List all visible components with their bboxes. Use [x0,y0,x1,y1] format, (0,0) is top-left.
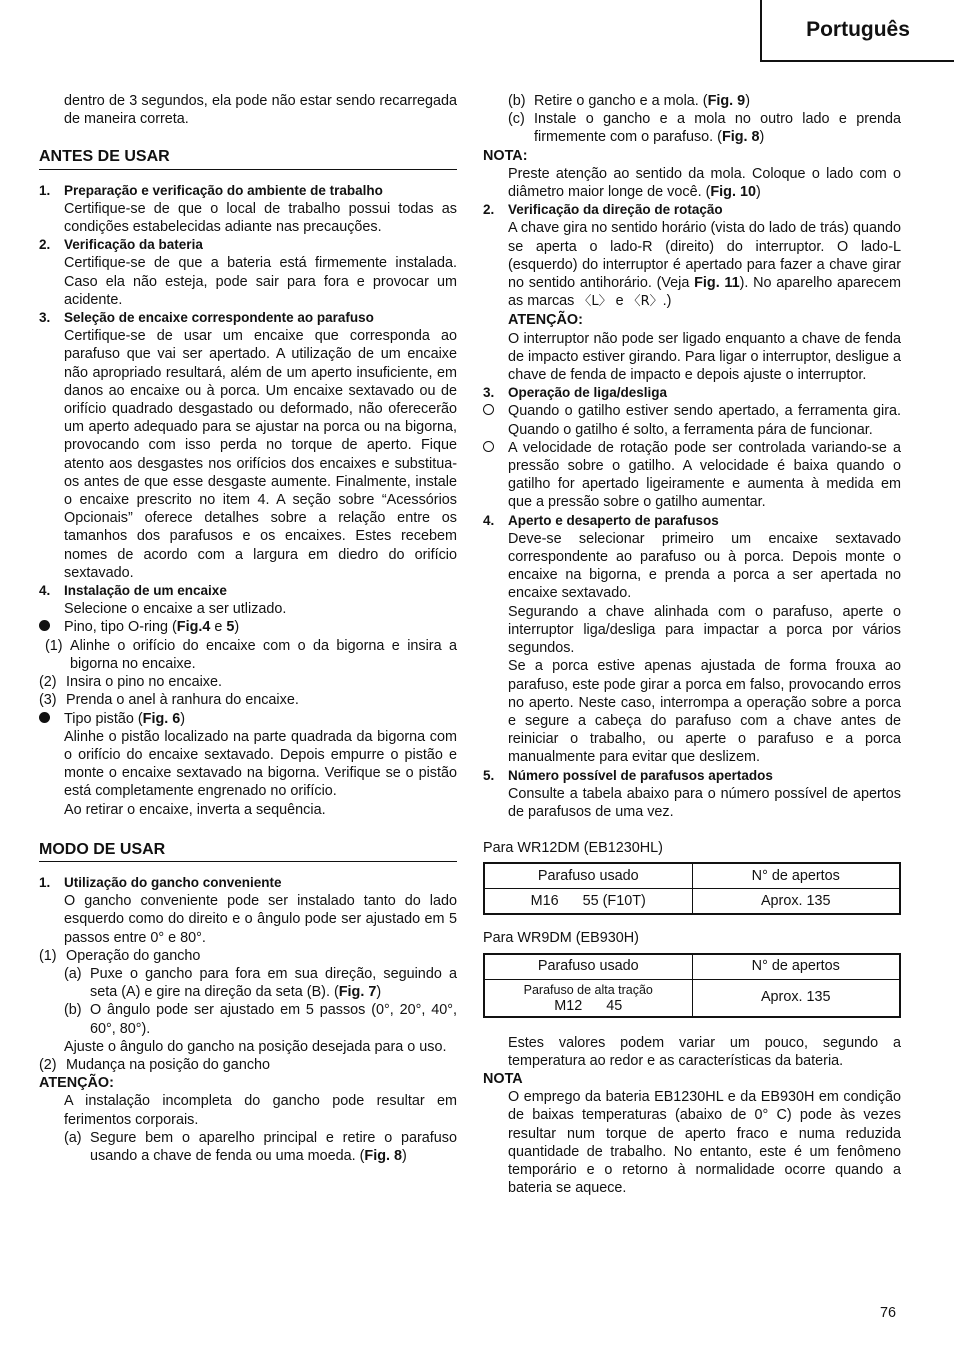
antes-item-4 [39,582,457,600]
cell-line: M12 45 [554,997,623,1014]
table-1-caption: Para WR12DM (EB1230HL) [483,840,663,857]
aperto-p3: Se a porca estive apenas ajustada de forma frouxa ao parafuso, este pode girar a porca em falso, provocando erros no aperto. Neste caso, interrompa a operação sobre a porca e segure a cabeça do parafuso com a chave antes de reiniciar o trabalho, ou aperte o parafuso e a porca manualmente para evitar que deslizem. [508,658,901,766]
step-a [39,965,457,1001]
bullet-dot-icon [39,620,50,631]
rotation-body: A chave gira no sentido horário (vista do lado de trás) quando se aperta o lado-R (direito) do interruptor. O lado-L (esquerdo) do interruptor é apertado para fazer a chave girar no sentido antihorário. (Veja [508,220,901,292]
step-text: Segure bem o aparelho principal e retire o parafuso usando a chave de fenda ou uma moeda. ( [90,1129,457,1164]
item-number: 1. [39,182,51,198]
right-item-2 [483,201,901,219]
step-mark: (2) [39,674,57,691]
item-title: Verificação da direção de rotação [508,202,723,218]
table-header-cell: N° de apertos [692,863,900,889]
rotation-text [483,219,901,311]
mark-r-icon: 〈R〉 [627,294,663,310]
mudanca-gancho [39,1056,457,1074]
step-2 [39,673,457,691]
bullet-text: ) [234,619,240,636]
step-mark: (b) [508,93,526,109]
step-mark: (1) [39,947,57,964]
fig-ref: Fig. 7 [338,984,377,1001]
antes-item-3 [39,309,457,327]
table-wr9dm [483,953,901,1018]
item-number: 1. [39,874,51,890]
atencao-text-2: O interruptor não pode ser ligado enquanto a chave de fenda de impacto estiver girando. Para ligar o interruptor, desligue a chave de fenda de impacto e depois ajuste o interruptor. [508,330,901,384]
step-mark: (a) [64,1129,82,1146]
item-number: 5. [483,767,495,783]
nota-body: ) [755,184,761,201]
step-text: Instale o gancho e a mola no outro lado e prenda firmemente com o parafuso. ( [534,111,901,146]
item-number: 2. [483,202,495,218]
trigger-bullet-2 [483,439,901,512]
antes-item-3-text: Certifique-se de usar um encaixe que corresponda ao parafuso que vai ser apertado. A utilização de um encaixe não apropriado resultará, além de um aperto insuficiente, em danos ao encaixe ou à porca. Um encaixe sextavado ou de orifício quadrado desgastado ou deformado, não oferecerão um aperto adequado para se ajustar na porca ou na bigorna, provocando com isso perda no torque de aperto. Fique atento aos desgastes nos orifícios dos encaixes e substitua-os antes de que esse desgaste aumente. Finalmente, instale o encaixe prescrito no item 4. A seção sobre “Acessórios Opcionais” oferece detalhes sobre a relação entre os tamanhos dos parafusos e os encaixes. Estes recebem nomes de acordo com a largura em diedro do orifício sextavado. [64,328,457,581]
step-text: ) [759,129,765,146]
item-number: 4. [483,512,495,528]
item-number: 4. [39,583,51,599]
modo-item-1 [39,874,457,892]
fig-ref: Fig. 6 [142,710,181,727]
item-title: Número possível de parafusos apertados [508,767,773,783]
step-text: Mudança na posição do gancho [66,1056,271,1073]
numero-text: Consulte a tabela abaixo para o número possível de apertos de parafusos de uma vez. [508,785,901,820]
antes-item-4-text: Selecione o encaixe a ser utlizado. [64,601,287,618]
nota-label: NOTA: [483,147,528,164]
item-number: 3. [39,310,51,326]
table-cell [484,979,692,1017]
step-text: Retire o gancho e a mola. ( [534,93,708,109]
table-cell: M16 55 (F10T) [484,889,692,915]
step-mark: (c) [508,111,525,128]
aperto-p2: Segurando a chave alinhada com o parafuso, aperte o interruptor liga/desliga para impactar a porca por vários segundos. [508,603,901,657]
fig-ref: Fig. 8 [721,129,760,146]
table-cell: Aprox. 135 [692,889,900,915]
bullet-pino [39,618,457,636]
bullet-text: Tipo pistão ( [64,710,143,727]
step-mark: (1) [45,637,63,654]
bullet-text: ) [180,710,186,727]
table-row [484,979,900,1017]
item-number: 2. [39,237,51,253]
table-header-cell: Parafuso usado [484,863,692,889]
step-b-remove [483,92,901,110]
fig-ref: Fig. 11 [694,275,740,292]
step-text: Insira o pino no encaixe. [66,674,222,691]
step-mark: (a) [64,965,82,982]
step-text: O ângulo pode ser ajustado em 5 passos (0°, 20°, 40°, 60°, 80°). [90,1002,457,1037]
step-b [39,1001,457,1037]
step-text: ) [745,93,750,109]
item-title: Seleção de encaixe correspondente ao parafuso [64,310,374,326]
step-text: Operação do gancho [66,947,201,964]
language-label: Português [760,0,954,62]
right-item-5 [483,767,901,785]
valores-text: Estes valores podem variar um pouco, segundo a temperatura ao redor e as características da bateria. [508,1034,901,1069]
pistao-last: Ao retirar o encaixe, inverta a sequência. [64,801,326,818]
section-modo-de-usar: MODO DE USAR [39,841,457,862]
step-1 [39,637,457,673]
bullet-text: A velocidade de rotação pode ser controlada variando-se a pressão sobre o gatilho. A velocidade é baixa quando o gatilho for apertado ligeiramente e aumenta à medida em que a pressão sobre o gatilho aumentar. [508,439,901,511]
fig-ref: Fig.4 [176,619,211,636]
right-column [483,92,901,1197]
section-antes-de-usar: ANTES DE USAR [39,148,457,169]
bullet-circle-icon [483,441,494,452]
nota-text-2: O emprego da bateria EB1230HL e da EB930H em condição de baixas temperaturas (abaixo de 0° C) pode às vezes resultar num torque de aperto fraco e numa reduzida quantidade de trabalho. No entanto, este é um fenômeno temporário e o retorno à normalidade ocorre quando a bateria se aquece. [508,1089,901,1197]
item-title: Utilização do gancho conveniente [64,874,282,890]
step-mark: (2) [39,1056,57,1073]
antes-item-1-text: Certifique-se de que o local de trabalho possui todas as condições estabelecidas adiante nas precauções. [64,200,457,236]
table-row [484,889,900,915]
page-number: 76 [880,1305,897,1321]
step-mark: (b) [64,1002,82,1019]
table-row [484,954,900,980]
antes-item-2 [39,236,457,254]
intro-text: dentro de 3 segundos, ela pode não estar sendo recarregada de maneira correta. [64,93,457,128]
item-number: 3. [483,385,495,401]
nota-text [483,165,901,201]
step-text: ) [376,984,382,1001]
atencao-label: ATENÇÃO: [39,1075,114,1092]
bullet-text: Quando o gatilho estiver sendo apertado, a ferramenta gira. Quando o gatilho é solto, a ferramenta pára de funcionar. [508,403,901,438]
atencao-label-2: ATENÇÃO: [508,312,583,329]
step-text: Puxe o gancho para fora em sua direção, seguindo a seta (A) e gire na direção da seta (B). ( [90,965,457,1001]
bullet-dot-icon [39,712,50,723]
fig-ref: Fig. 10 [710,184,756,201]
step-text: Alinhe o orifício do encaixe com o da bigorna e insira a bigorna no encaixe. [70,637,457,672]
bullet-circle-icon [483,404,494,415]
pistao-text: Alinhe o pistão localizado na parte quadrada da bigorna com o orifício do encaixe sextavado. Depois empurre o pistão e monte o encaixe sextavado na bigorna. Verifique se o pistão está completamente engrenado no orifício. [64,728,457,800]
antes-item-2-text: Certifique-se de que a bateria está firmemente instalada. Caso ela não esteja, pode sair para fora e provocar um acidente. [64,255,457,308]
modo-item-1-text: O gancho conveniente pode ser instalado tanto do lado esquerdo como do direito e o ângulo pode ser ajustado em 5 passos entre 0° e 80°. [64,893,457,946]
step-c-install [483,110,901,146]
item-title: Preparação e verificação do ambiente de trabalho [64,182,383,198]
aperto-p1: Deve-se selecionar primeiro um encaixe sextavado correspondente ao parafuso ou à porca. Depois monte o encaixe na bigorna, e prenda a porca a ser apertada no encaixe sextavado. [508,530,901,602]
table-2-caption: Para WR9DM (EB930H) [483,930,639,947]
right-item-3 [483,384,901,402]
rotation-body: ). No aparelho aparecem as marcas [508,275,901,310]
step-a-screw [39,1129,457,1165]
step-mark: (3) [39,692,57,709]
item-title: Operação de liga/desliga [508,385,668,401]
item-title: Instalação de um encaixe [64,583,227,599]
table-row [484,863,900,889]
cell-line: Parafuso de alta tração [523,982,653,997]
table-header-cell: Parafuso usado [484,954,692,980]
antes-item-1 [39,182,457,200]
mark-l-icon: 〈L〉 [578,294,612,310]
rotation-body: e [611,293,628,310]
nota-label-2: NOTA [483,1070,523,1087]
bullet-text: e [210,619,227,636]
rotation-body: .) [662,293,672,310]
step-text: Prenda o anel à ranhura do encaixe. [66,692,299,709]
item-title: Verificação da bateria [64,237,203,253]
fig-ref: Fig. 9 [707,93,746,109]
table-cell: Aprox. 135 [692,979,900,1017]
operacao-gancho [39,947,457,965]
nota-body: Preste atenção ao sentido da mola. Coloque o lado com o diâmetro maior longe de você. ( [508,165,901,201]
fig-ref: Fig. 8 [364,1147,403,1164]
table-wr12dm [483,862,901,915]
table-header-cell: N° de apertos [692,954,900,980]
item-title: Aperto e desaperto de parafusos [508,512,719,528]
left-column [39,92,457,1165]
step-text: ) [402,1147,407,1164]
bullet-pistao [39,710,457,728]
bullet-text: Pino, tipo O-ring ( [64,619,177,636]
fig-ref: 5 [226,619,235,636]
step-3 [39,691,457,709]
right-item-4 [483,512,901,530]
atencao-text: A instalação incompleta do gancho pode resultar em ferimentos corporais. [64,1093,457,1128]
trigger-bullet-1 [483,402,901,438]
ajuste-text: Ajuste o ângulo do gancho na posição desejada para o uso. [64,1038,447,1055]
